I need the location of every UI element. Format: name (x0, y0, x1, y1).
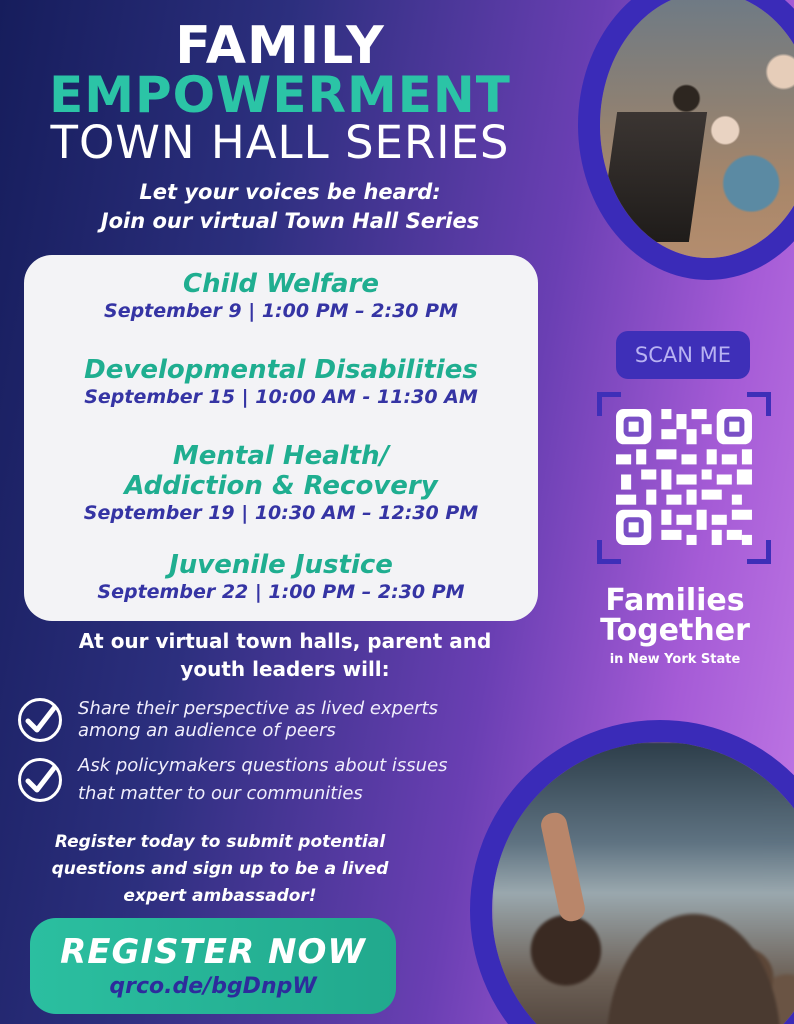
headline-empowerment: EMPOWERMENT (49, 66, 511, 124)
event-juvenile-justice (24, 550, 538, 604)
event-title: Developmental Disabilities (84, 355, 478, 385)
town-hall-photo-top (578, 0, 794, 280)
event-date: September 15 | 10:00 AM - 11:30 AM (84, 386, 478, 408)
check-circle-icon (18, 698, 62, 742)
bullet-item (18, 694, 518, 750)
bullet-text: Ask policymakers questions about issues that matter to our communities (78, 755, 448, 804)
event-title-line-2: Addiction & Recovery (124, 471, 438, 501)
event-date: September 9 | 1:00 PM – 2:30 PM (104, 300, 458, 322)
check-circle-icon (18, 758, 62, 802)
register-button-label: REGISTER NOW (60, 932, 366, 972)
event-date: September 22 | 1:00 PM – 2:30 PM (97, 581, 465, 603)
qr-code[interactable] (597, 392, 771, 564)
audience-photo-bottom (470, 720, 794, 1024)
tagline-line-2: Join our virtual Town Hall Series (100, 209, 480, 233)
event-title: Juvenile Justice (169, 550, 393, 580)
register-now-button[interactable] (30, 918, 396, 1014)
tagline-line-1: Let your voices be heard: (139, 180, 441, 204)
podium (599, 112, 707, 242)
event-title-line-1: Mental Health/ (172, 441, 390, 471)
event-title: Child Welfare (183, 269, 379, 299)
audience-scene-blurred (492, 742, 794, 1024)
event-mental-health (24, 441, 538, 525)
event-developmental-disabilities (24, 355, 538, 409)
bullet-text: Share their perspective as lived experts among an audience of peers (78, 698, 438, 741)
schedule-card (24, 255, 538, 621)
register-description: Register today to submit potential questions and sign up to be a lived expert ambassador! (51, 832, 389, 906)
bullet-item (18, 754, 518, 810)
headline-family: FAMILY (175, 16, 385, 76)
scan-me-label: SCAN ME (616, 331, 750, 379)
intro-line-2: youth leaders will: (180, 657, 390, 681)
families-together-logo: Families Together in New York State (600, 583, 750, 667)
headline-town-hall-series: TOWN HALL SERIES (50, 116, 510, 169)
event-child-welfare (24, 269, 538, 323)
intro-text (20, 627, 550, 683)
qr-pattern-icon (611, 404, 757, 550)
event-date: September 19 | 10:30 AM – 12:30 PM (83, 502, 479, 524)
register-url-link[interactable]: qrco.de/bgDnpW (109, 974, 317, 999)
intro-line-1: At our virtual town halls, parent and (78, 629, 492, 653)
